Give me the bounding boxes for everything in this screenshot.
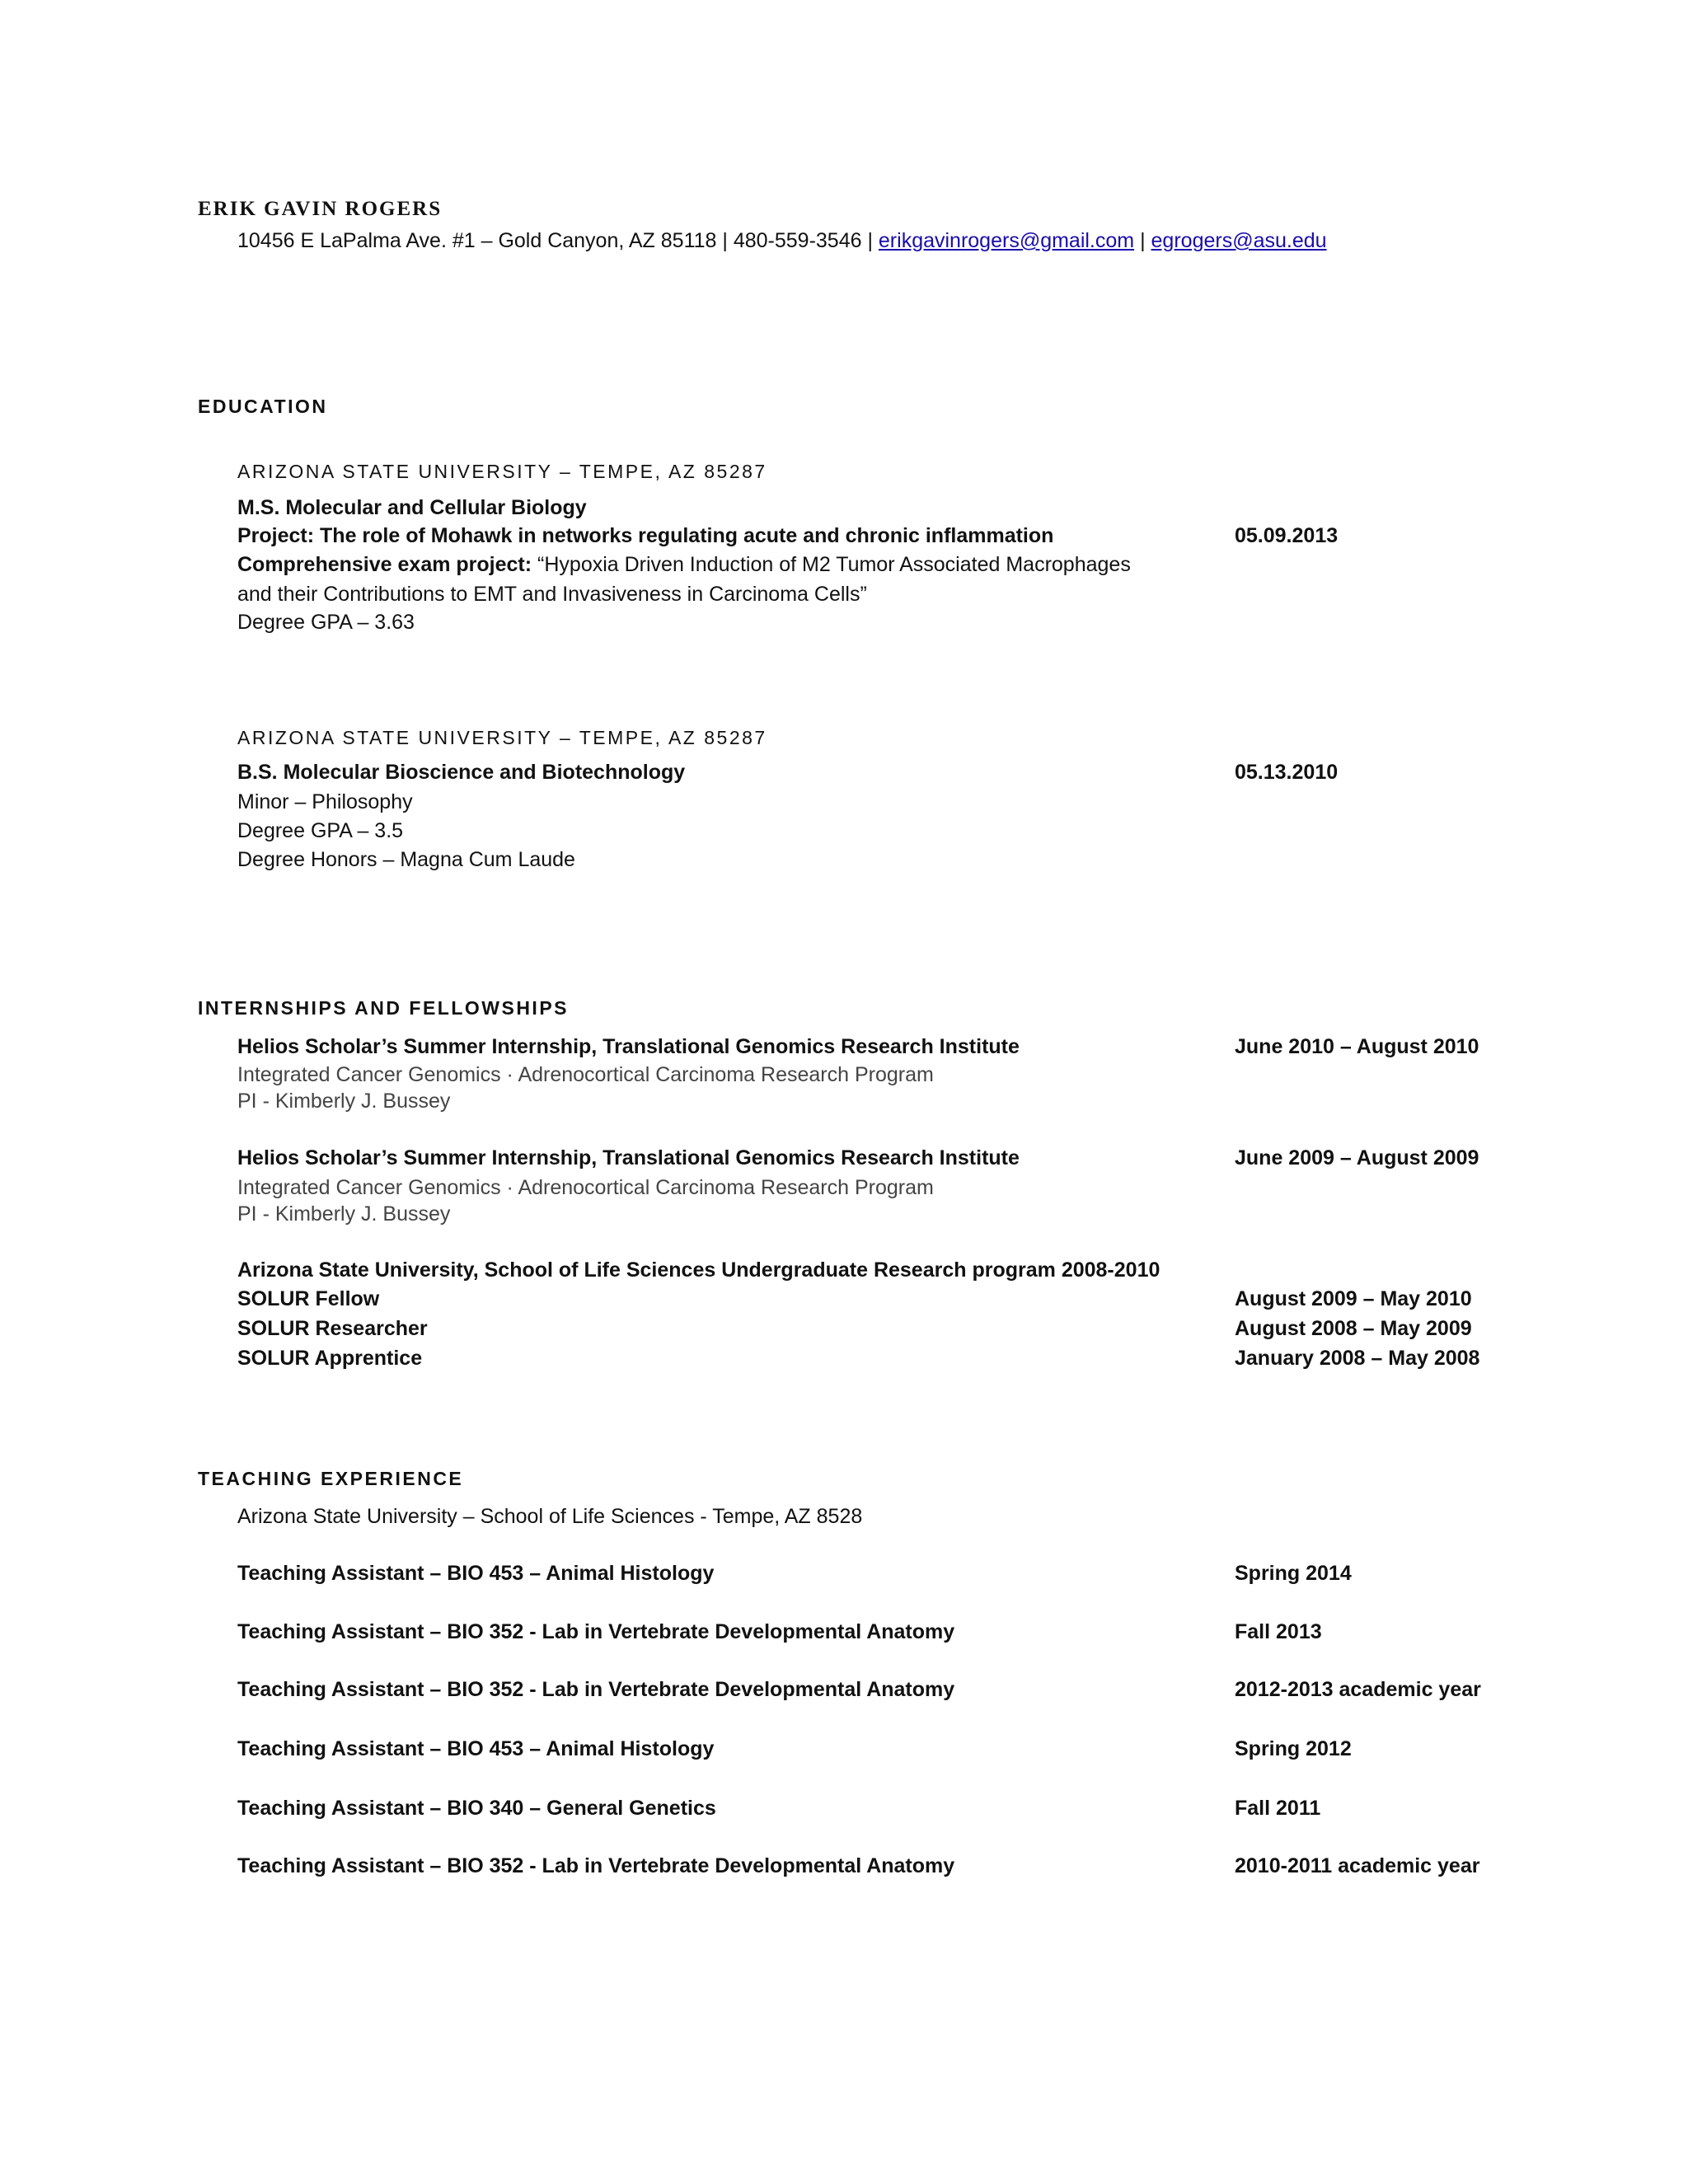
ms-exam-text-cont: and their Contributions to EMT and Invasiveness in Carcinoma Cells” xyxy=(237,583,867,606)
bs-date: 05.13.2010 xyxy=(1235,761,1339,784)
address-text: 10456 E LaPalma Ave. #1 – Gold Canyon, AZ 85118 | 480-559-3546 | xyxy=(237,229,873,252)
teaching-date: Spring 2012 xyxy=(1235,1737,1352,1760)
teaching-title: Teaching Assistant – BIO 352 - Lab in Vertebrate Developmental Anatomy xyxy=(237,1854,955,1877)
internships-heading: INTERNSHIPS AND FELLOWSHIPS xyxy=(198,997,569,1019)
teaching-date: 2010-2011 academic year xyxy=(1235,1854,1480,1877)
solur-date: August 2009 – May 2010 xyxy=(1235,1287,1472,1310)
solur-date: January 2008 – May 2008 xyxy=(1235,1347,1480,1370)
bs-minor: Minor – Philosophy xyxy=(237,790,413,813)
teaching-title: Teaching Assistant – BIO 340 – General Genetics xyxy=(237,1797,716,1820)
internship-program: Integrated Cancer Genomics · Adrenocortical Carcinoma Research Program xyxy=(237,1176,934,1199)
contact-separator: | xyxy=(1140,229,1146,252)
ms-date: 05.09.2013 xyxy=(1235,524,1339,547)
teaching-title: Teaching Assistant – BIO 352 - Lab in Vertebrate Developmental Anatomy xyxy=(237,1620,955,1643)
teaching-date: Spring 2014 xyxy=(1235,1562,1352,1585)
ms-gpa: Degree GPA – 3.63 xyxy=(237,611,415,634)
solur-date: August 2008 – May 2009 xyxy=(1235,1317,1472,1340)
internship-date: June 2010 – August 2010 xyxy=(1235,1035,1479,1058)
solur-title: Arizona State University, School of Life Sciences Undergraduate Research program 2008-2010 xyxy=(237,1258,1160,1282)
ms-exam-text: “Hypoxia Driven Induction of M2 Tumor Associated Macrophages xyxy=(537,553,1131,576)
bs-honors: Degree Honors – Magna Cum Laude xyxy=(237,848,575,871)
internship-pi: PI - Kimberly J. Bussey xyxy=(237,1090,451,1113)
teaching-title: Teaching Assistant – BIO 453 – Animal Histology xyxy=(237,1737,715,1760)
teaching-title: Teaching Assistant – BIO 352 - Lab in Vertebrate Developmental Anatomy xyxy=(237,1678,955,1701)
solur-role: SOLUR Fellow xyxy=(237,1287,380,1310)
ms-exam-line xyxy=(237,551,1131,578)
solur-role: SOLUR Researcher xyxy=(237,1317,428,1340)
teaching-date: Fall 2011 xyxy=(1235,1797,1321,1820)
ms-exam-label: Comprehensive exam project: xyxy=(237,553,532,576)
ms-project: Project: The role of Mohawk in networks regulating acute and chronic inflammation xyxy=(237,524,1054,547)
internship-title: Helios Scholar’s Summer Internship, Translational Genomics Research Institute xyxy=(237,1035,1020,1058)
ms-degree: M.S. Molecular and Cellular Biology xyxy=(237,496,587,519)
internship-date: June 2009 – August 2009 xyxy=(1235,1146,1479,1169)
contact-line xyxy=(237,229,1327,253)
bs-degree: B.S. Molecular Bioscience and Biotechnology xyxy=(237,761,686,784)
bs-gpa: Degree GPA – 3.5 xyxy=(237,819,404,842)
teaching-title: Teaching Assistant – BIO 453 – Animal Histology xyxy=(237,1562,715,1585)
internship-title: Helios Scholar’s Summer Internship, Translational Genomics Research Institute xyxy=(237,1146,1020,1169)
education-heading: EDUCATION xyxy=(198,396,328,417)
teaching-institution: Arizona State University – School of Life Sciences - Tempe, AZ 8528 xyxy=(237,1505,863,1528)
ms-institution: ARIZONA STATE UNIVERSITY – TEMPE, AZ 85287 xyxy=(237,461,767,482)
solur-role: SOLUR Apprentice xyxy=(237,1347,423,1370)
resume-name: ERIK GAVIN ROGERS xyxy=(198,198,443,220)
email-secondary-link[interactable]: egrogers@asu.edu xyxy=(1151,229,1327,252)
teaching-date: 2012-2013 academic year xyxy=(1235,1678,1481,1701)
internship-program: Integrated Cancer Genomics · Adrenocortical Carcinoma Research Program xyxy=(237,1063,934,1086)
bs-institution: ARIZONA STATE UNIVERSITY – TEMPE, AZ 85287 xyxy=(237,727,767,748)
email-primary-link[interactable]: erikgavinrogers@gmail.com xyxy=(878,229,1135,252)
teaching-date: Fall 2013 xyxy=(1235,1620,1322,1643)
teaching-heading: TEACHING EXPERIENCE xyxy=(198,1468,464,1489)
internship-pi: PI - Kimberly J. Bussey xyxy=(237,1202,451,1226)
